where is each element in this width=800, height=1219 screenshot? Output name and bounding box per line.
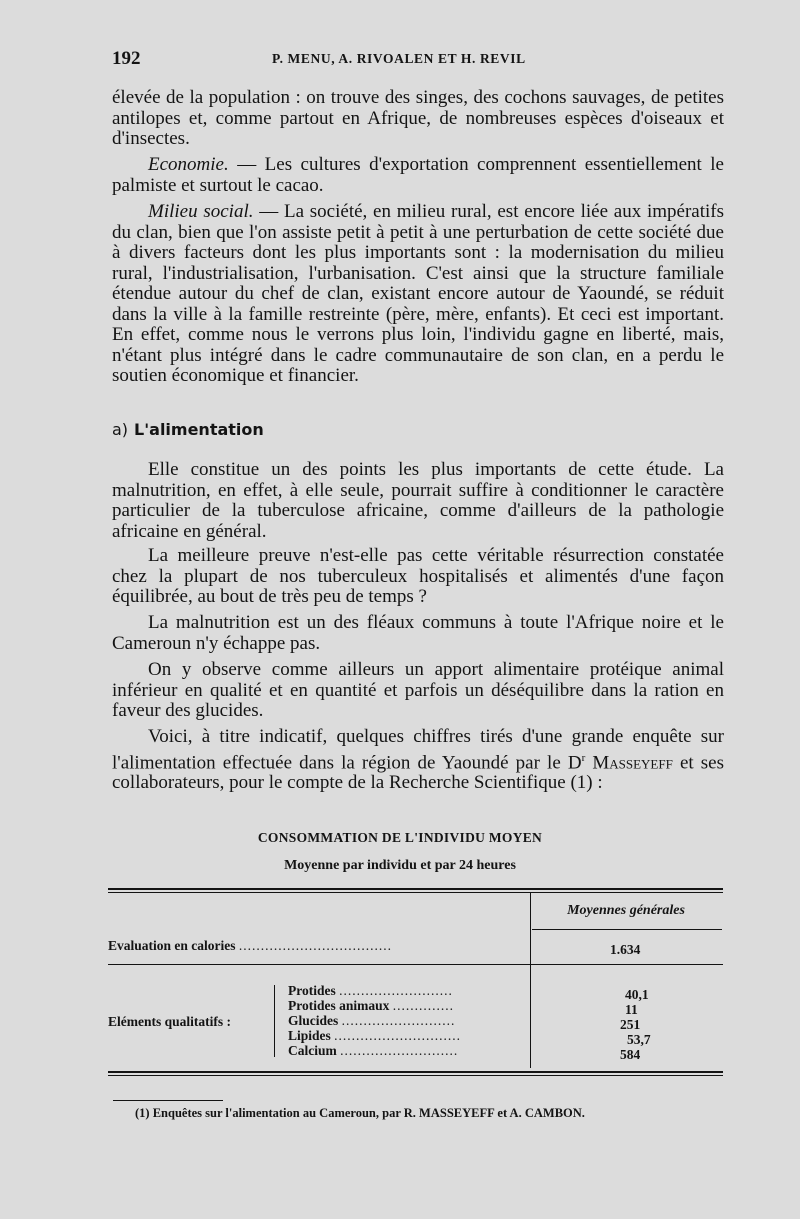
paragraph-alimentation-3 (112, 613, 724, 654)
row-label-protides-animaux: Protides animaux (288, 998, 390, 1013)
page-header (112, 48, 722, 72)
table-bottom-rule (108, 1071, 723, 1073)
table-top-rule (108, 888, 723, 890)
table-header-rule (532, 929, 722, 930)
paragraph-alimentation-3-text: La malnutrition est un des fléaux communs à toute l'Afrique noire et le Cameroun n'y échappe pas. (112, 612, 724, 654)
paragraph-alimentation-2 (112, 546, 724, 608)
calories-value: 1.634 (610, 942, 641, 957)
paragraph-economie (112, 155, 724, 196)
paragraph-alimentation-4-text: On y observe comme ailleurs un apport alimentaire protéique animal inférieur en qualité et en quantité et parfois un déséquilibre dans la ration en faveur des glucides. (112, 659, 724, 721)
paragraph-fauna-text: élevée de la population : on trouve des singes, des cochons sauvages, de petites antilopes et, comme partout en Afrique, de nombreuses espèces d'oiseaux et d'insectes. (112, 87, 724, 149)
paragraph-alimentation-5-text-a: Voici, à titre indicatif, quelques chiffres tirés d'une grande enquête sur l'alimentation effectuée dans la région de Yaoundé par le D (112, 726, 724, 773)
economie-label: Economie. (148, 154, 229, 175)
doctor-superscript: r (581, 751, 586, 764)
table-row: Protides .......................... (288, 983, 453, 998)
table-bottom-rule-thin (108, 1075, 723, 1076)
table-row: Protides animaux .............. (288, 998, 455, 1013)
paragraph-alimentation-1-text: Elle constitue un des points les plus importants de cette étude. La malnutrition, en effet, à elle seule, pourrait suffire à conditionner le caractère particulier de la tuberculose africaine, comme d'ailleurs de la pathologie africaine en général. (112, 459, 724, 542)
row-label-glucides: Glucides (288, 1013, 339, 1028)
section-title: L'alimentation (134, 420, 264, 439)
paragraph-alimentation-2-text: La meilleure preuve n'est-elle pas cette véritable résurrection constatée chez la plupart de nos tuberculeux hospitalisés et alimentés d'une façon équilibrée, au bout de très peu de temps ? (112, 545, 724, 607)
milieu-social-text: — La société, en milieu rural, est encore liée aux impératifs du clan, bien que l'on assiste petit à petit à une perturbation de cette société due à divers facteurs dont les plus importants sont : la modernisation du milieu rural, l'industrialisation, l'urbanisation. C'est ainsi que la structure familiale étendue autour du chef de clan, existant encore autour de Yaoundé, se réduit dans la ville à la famille restreinte (père, mère, enfants). Et ceci est important. En effet, comme nous le verrons plus loin, l'individu gagne en liberté, mais, n'étant plus intégré dans le cadre communautaire de son clan, en a perdu le soutien économique et financier. (112, 201, 724, 386)
paragraph-alimentation-5-text-b: et ses collaborateurs, pour le compte de la Recherche Scientifique (1) : (112, 751, 724, 794)
calories-label: Evaluation en calories (108, 938, 236, 953)
table-column-header: Moyennes générales (567, 903, 685, 918)
row-value-lipides: 53,7 (627, 1032, 651, 1047)
table-row: Glucides .......................... (288, 1013, 456, 1028)
footnote-rule (113, 1100, 223, 1101)
row-label-calcium: Calcium (288, 1043, 337, 1058)
section-marker: a) (112, 420, 129, 439)
row-label-lipides: Lipides (288, 1028, 331, 1043)
qualitative-label: Eléments qualitatifs : (108, 1014, 231, 1029)
row-value-protides: 40,1 (625, 987, 649, 1002)
paragraph-fauna (112, 88, 724, 150)
table-subtitle: Moyenne par individu et par 24 heures (284, 858, 516, 873)
author-name-masseyeff: Masseyeff (592, 751, 673, 773)
paragraph-alimentation-4 (112, 660, 724, 722)
economie-text: — Les cultures d'exportation comprennent essentiellement le palmiste et surtout le cacao. (112, 154, 724, 196)
calories-row-label: Evaluation en calories ................................... (108, 938, 392, 953)
table-column-divider (530, 893, 531, 1068)
row-value-glucides: 251 (620, 1017, 641, 1032)
section-heading (112, 420, 264, 439)
row-value-protides-animaux: 11 (625, 1002, 638, 1017)
row-value-calcium: 584 (620, 1047, 641, 1062)
table-row: Calcium ........................... (288, 1043, 459, 1058)
running-head: P. MENU, A. RIVOALEN ET H. REVIL (272, 51, 526, 66)
table-bracket-line (274, 985, 275, 1057)
table-title: CONSOMMATION DE L'INDIVIDU MOYEN (257, 830, 543, 845)
paragraph-alimentation-5 (112, 727, 724, 794)
table-middle-rule (108, 964, 723, 965)
row-label-protides: Protides (288, 983, 336, 998)
page-number: 192 (112, 48, 141, 69)
paragraph-alimentation-1 (112, 460, 724, 542)
table-row: Lipides ............................. (288, 1028, 462, 1043)
milieu-social-label: Milieu social. (148, 201, 254, 222)
paragraph-milieu-social (112, 202, 724, 387)
footnote: (1) Enquêtes sur l'alimentation au Cameroun, par R. MASSEYEFF et A. CAMBON. (135, 1106, 585, 1120)
table-top-rule-thin (108, 892, 723, 893)
